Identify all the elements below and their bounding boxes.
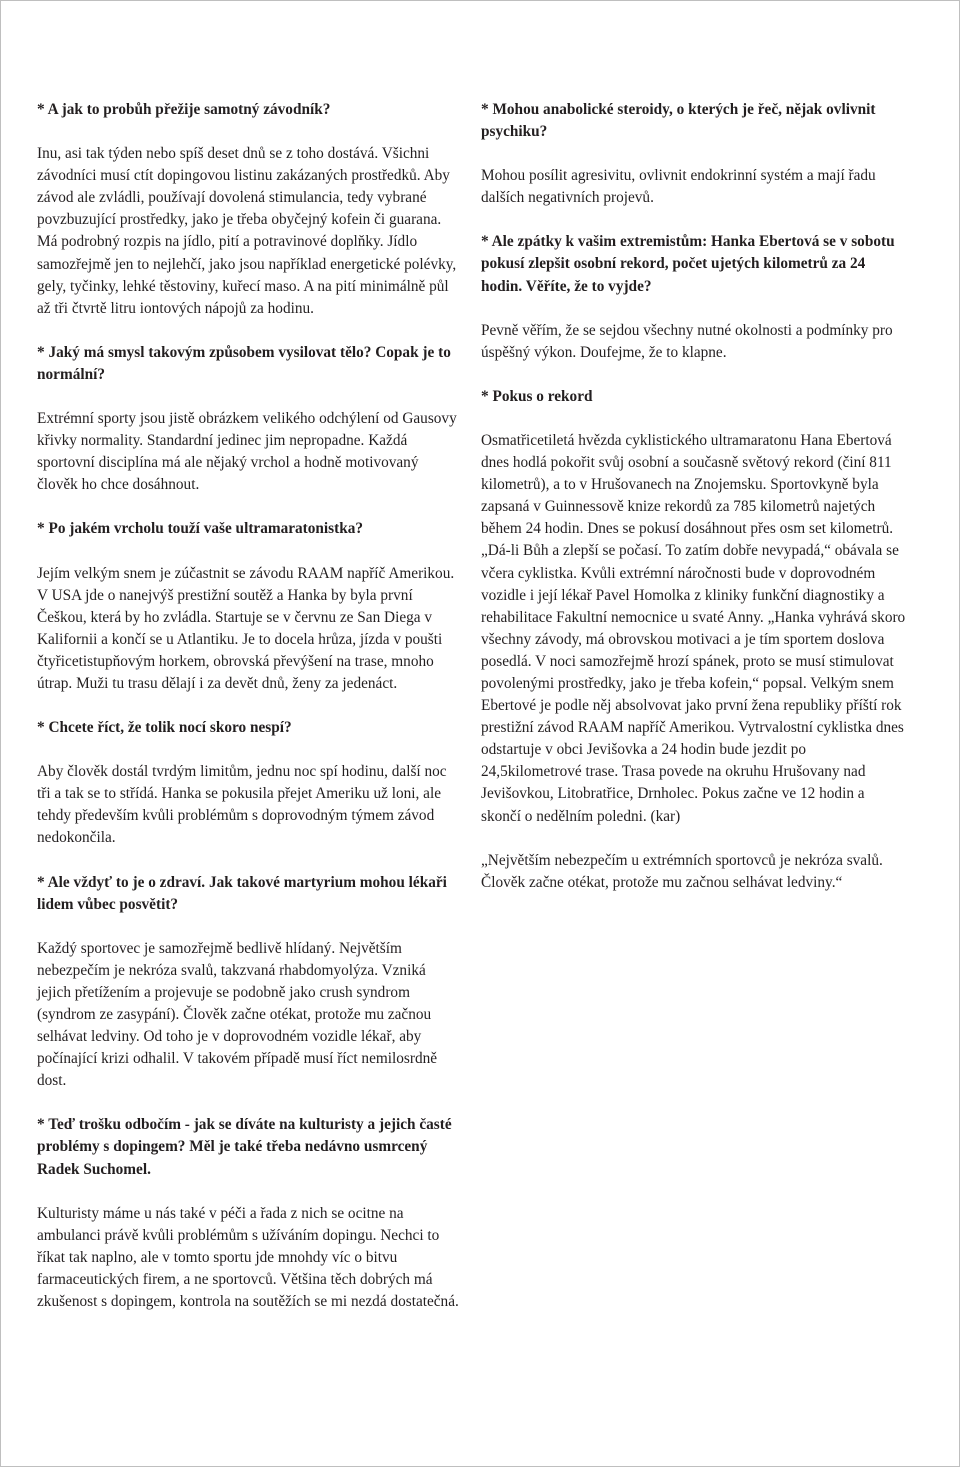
answer-paragraph: Inu, asi tak týden nebo spíš deset dnů se z toho dostává. Všichni závodníci musí ctít dopingovou listinu zakázaných prostředků. Aby závod ale zvládli, používají dovolená stimulancia, tedy vybrané povzbuzující prostředky, jako je třeba obyčejný kofein či guarana. Má podrobný rozpis na jídlo, pití a potravinové doplňky. Jídlo samozřejmě jen to nejlehčí, jako jsou například energetické polévky, gely, tyčinky, lehké těstoviny, kuřecí maso. A na pití minimálně půl až tři čtvrtě litru iontových nápojů za hodinu. (37, 145, 457, 317)
question-heading: * Mohou anabolické steroidy, o kterých je řeč, nějak ovlivnit psychiku? (481, 101, 876, 141)
sidebar-article-paragraph: Osmatřicetiletá hvězda cyklistického ultramaratonu Hana Ebertová dnes hodlá pokořit svůj osobní a současně světový rekord (činí 811 kilometrů), a to v Hrušovanech na Znojemsku. Sportovkyně byla zapsaná v Guinnessově knize rekordů za 785 kilometrů najetých během 24 hodin. Dnes se pokusí dosáhnout přes osm set kilometrů. „Dá-li Bůh a zlepší se počasí. To zatím dobře nevypadá,“ obávala se včera cyklistka. Kvůli extrémní náročnosti bude v doprovodném vozidle i její lékař Pavel Homolka z kliniky funkční diagnostiky a rehabilitace Fakultní nemocnice u svaté Anny. „Hanka vyhrává skoro všechny závody, má obrovskou motivaci a je tím sportem doslova posedlá. V noci samozřejmě hrozí spánek, proto se musí stimulovat povolenými prostředky, jako je třeba kofein,“ popsal. Velkým snem Ebertové je podle něj absolvovat jako první žena republiky příští rok prestižní závod RAAM napříč Amerikou. Vytrvalostní cyklistka dnes odstartuje v obci Jevišovka a 24 hodin bude jezdit po 24,5kilometrové trase. Trasa povede na okruhu Hrušovany nad Jevišovkou, Litobratřice, Drnholec. Pokus začne ve 12 hodin a skončí o nedělním poledni. (kar) (481, 431, 906, 825)
answer-paragraph: Kulturisty máme u nás také v péči a řada z nich se ocitne na ambulanci právě kvůli problémům s užíváním dopingu. Nechci to říkat tak naplno, ale v tomto sportu jde mnohdy víc o bitvu farmaceutických firem, a ne sportovců. Většina těch dobrých má zkušenost s dopingem, kontrola na soutěžích se mi nezdá dostatečná. (37, 1204, 459, 1311)
left-column (37, 99, 462, 1335)
answer-paragraph: Každý sportovec je samozřejmě bedlivě hlídaný. Největším nebezpečím je nekróza svalů, takzvaná rhabdomyolýza. Vzniká jejich přetížením a projevuje se podobně jako crush syndrom (syndrom ze zasypání). Člověk začne otékat, protože mu začnou selhávat ledviny. Od toho je v doprovodném vozidle lékař, aby počínající krizi odhalil. V takovém případě musí říct nemilosrdně dost. (37, 939, 438, 1090)
right-column (481, 99, 906, 894)
question-heading: * Po jakém vrcholu touží vaše ultramaratonistka? (37, 520, 364, 538)
answer-paragraph: Pevně věřím, že se sejdou všechny nutné okolnosti a podmínky pro úspěšný výkon. Doufejme, že to klapne. (481, 321, 893, 361)
question-heading: * Teď trošku odbočím - jak se díváte na kulturisty a jejich časté problémy s dopingem? Měl je také třeba nedávno usmrcený Radek Suchomel. (37, 1116, 452, 1178)
answer-paragraph: Aby člověk dostál tvrdým limitům, jednu noc spí hodinu, další noc tři a tak se to střídá. Hanka se pokusila přejet Ameriku už loni, ale tehdy především kvůli problémům s doprovodným týmem závod nedokončila. (37, 763, 447, 847)
pull-quote: „Největším nebezpečím u extrémních sportovců je nekróza svalů. Člověk začne otékat, protože mu začnou selhávat ledviny.“ (481, 851, 883, 891)
answer-paragraph: Extrémní sporty jsou jistě obrázkem velikého odchýlení od Gausovy křivky normality. Standardní jedinec jim nepropadne. Každá sportovní disciplína má ale nějaký vrchol a hodně motivovaný člověk ho chce dosáhnout. (37, 410, 457, 494)
question-heading: * Ale zpátky k vašim extremistům: Hanka Ebertová se v sobotu pokusí zlepšit osobní rekord, počet ujetých kilometrů za 24 hodin. Věříte, že to vyjde? (481, 233, 895, 295)
answer-paragraph: Jejím velkým snem je zúčastnit se závodu RAAM napříč Amerikou. V USA jde o nanejvýš prestižní soutěž a Hanka by byla první Češkou, která by ho zvládla. Startuje se v červnu ze San Diega v Kalifornii a končí se u Atlantiku. Je to docela hrůza, jízda v poušti čtyřicetistupňovým horkem, obrovská převýšení na trase, mnoho útrap. Muži tu trasu dělají i za devět dnů, ženy za jedenáct. (37, 564, 455, 692)
answer-paragraph: Mohou posílit agresivitu, ovlivnit endokrinní systém a mají řadu dalších negativních projevů. (481, 167, 876, 207)
question-heading: * A jak to probůh přežije samotný závodník? (37, 101, 331, 118)
question-heading: * Jaký má smysl takovým způsobem vysilovat tělo? Copak je to normální? (37, 343, 451, 383)
sidebar-heading: * Pokus o rekord (481, 387, 593, 405)
question-heading: * Ale vždyť to je o zdraví. Jak takové martyrium mohou lékaři lidem vůbec posvětit? (37, 873, 447, 913)
question-heading: * Chcete říct, že tolik nocí skoro nespí? (37, 719, 292, 737)
